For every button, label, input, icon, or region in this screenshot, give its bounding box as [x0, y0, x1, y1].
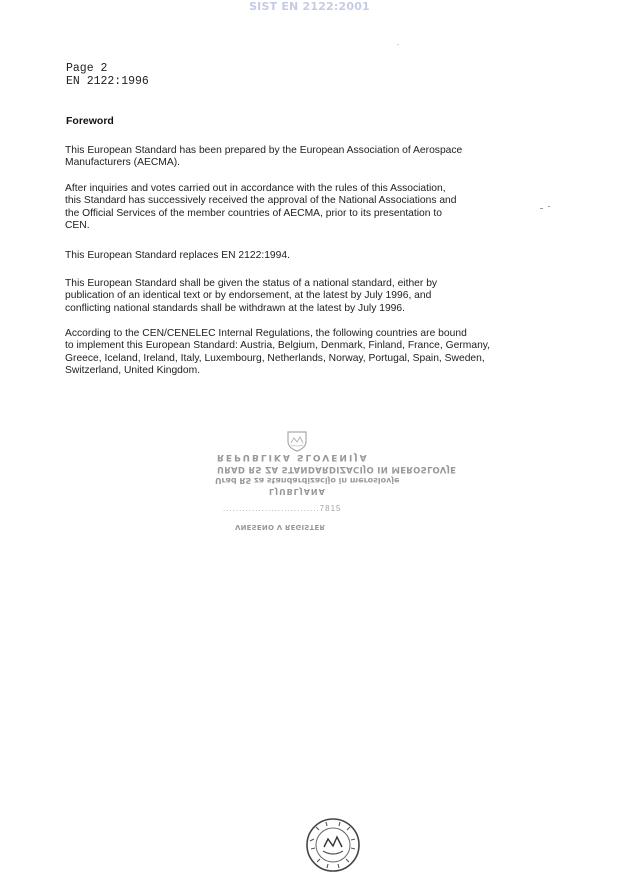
scan-speck [397, 44, 399, 45]
scan-speck [540, 208, 543, 209]
stamp-line-4: LJUBLJANA [269, 487, 326, 496]
page-header [66, 63, 149, 88]
foreword-heading: Foreword [66, 115, 114, 127]
stamp-line-1: REPUBLIKA SLOVENIJA [217, 452, 369, 462]
foreword-paragraph-5: According to the CEN/CENELEC Internal Regulations, the following countries are bound to implement this European Standard: Austria, Belgium, Denmark, Finland, France, Germany, Greece, Iceland, Ireland, Italy, Luxembourg, Netherlands, Norway, Portugal, Spain, Sweden, Switzerland, United Kingdom. [65, 328, 491, 377]
round-seal-icon [302, 817, 364, 873]
scan-speck [548, 206, 550, 207]
stamp-line-3: Urad RS za standardizacijo in meroslovje [215, 476, 400, 485]
stamp-line-2: URAD RS ZA STANDARDIZACIJO IN MEROSLOVJE [217, 464, 457, 474]
foreword-paragraph-3: This European Standard replaces EN 2122:1994. [65, 250, 290, 261]
page-number: Page 2 [66, 62, 108, 75]
foreword-paragraph-4: This European Standard shall be given the status of a national standard, either by publication of an identical text or by endorsement, at the latest by July 1996, and conflicting national standards shall be withdrawn at the latest by July 1996. [65, 278, 438, 314]
watermark-document-id: SIST EN 2122:2001 [249, 0, 370, 13]
foreword-paragraph-1: This European Standard has been prepared by the European Association of Aerospace Manufacturers (AECMA). [65, 145, 463, 169]
stamp-registration-number: ..............................7815 [223, 504, 342, 513]
coat-of-arms-icon [285, 430, 309, 452]
foreword-paragraph-2: After inquiries and votes carried out in accordance with the rules of this Association, this Standard has successively received the approval of the National Associations and the Official Services of the member countries of AECMA, prior to its presentation to CEN. [65, 183, 457, 232]
stamp-line-5: VNESENO V REGISTER [235, 523, 326, 531]
office-stamp [165, 430, 457, 540]
document-number: EN 2122:1996 [66, 74, 149, 88]
